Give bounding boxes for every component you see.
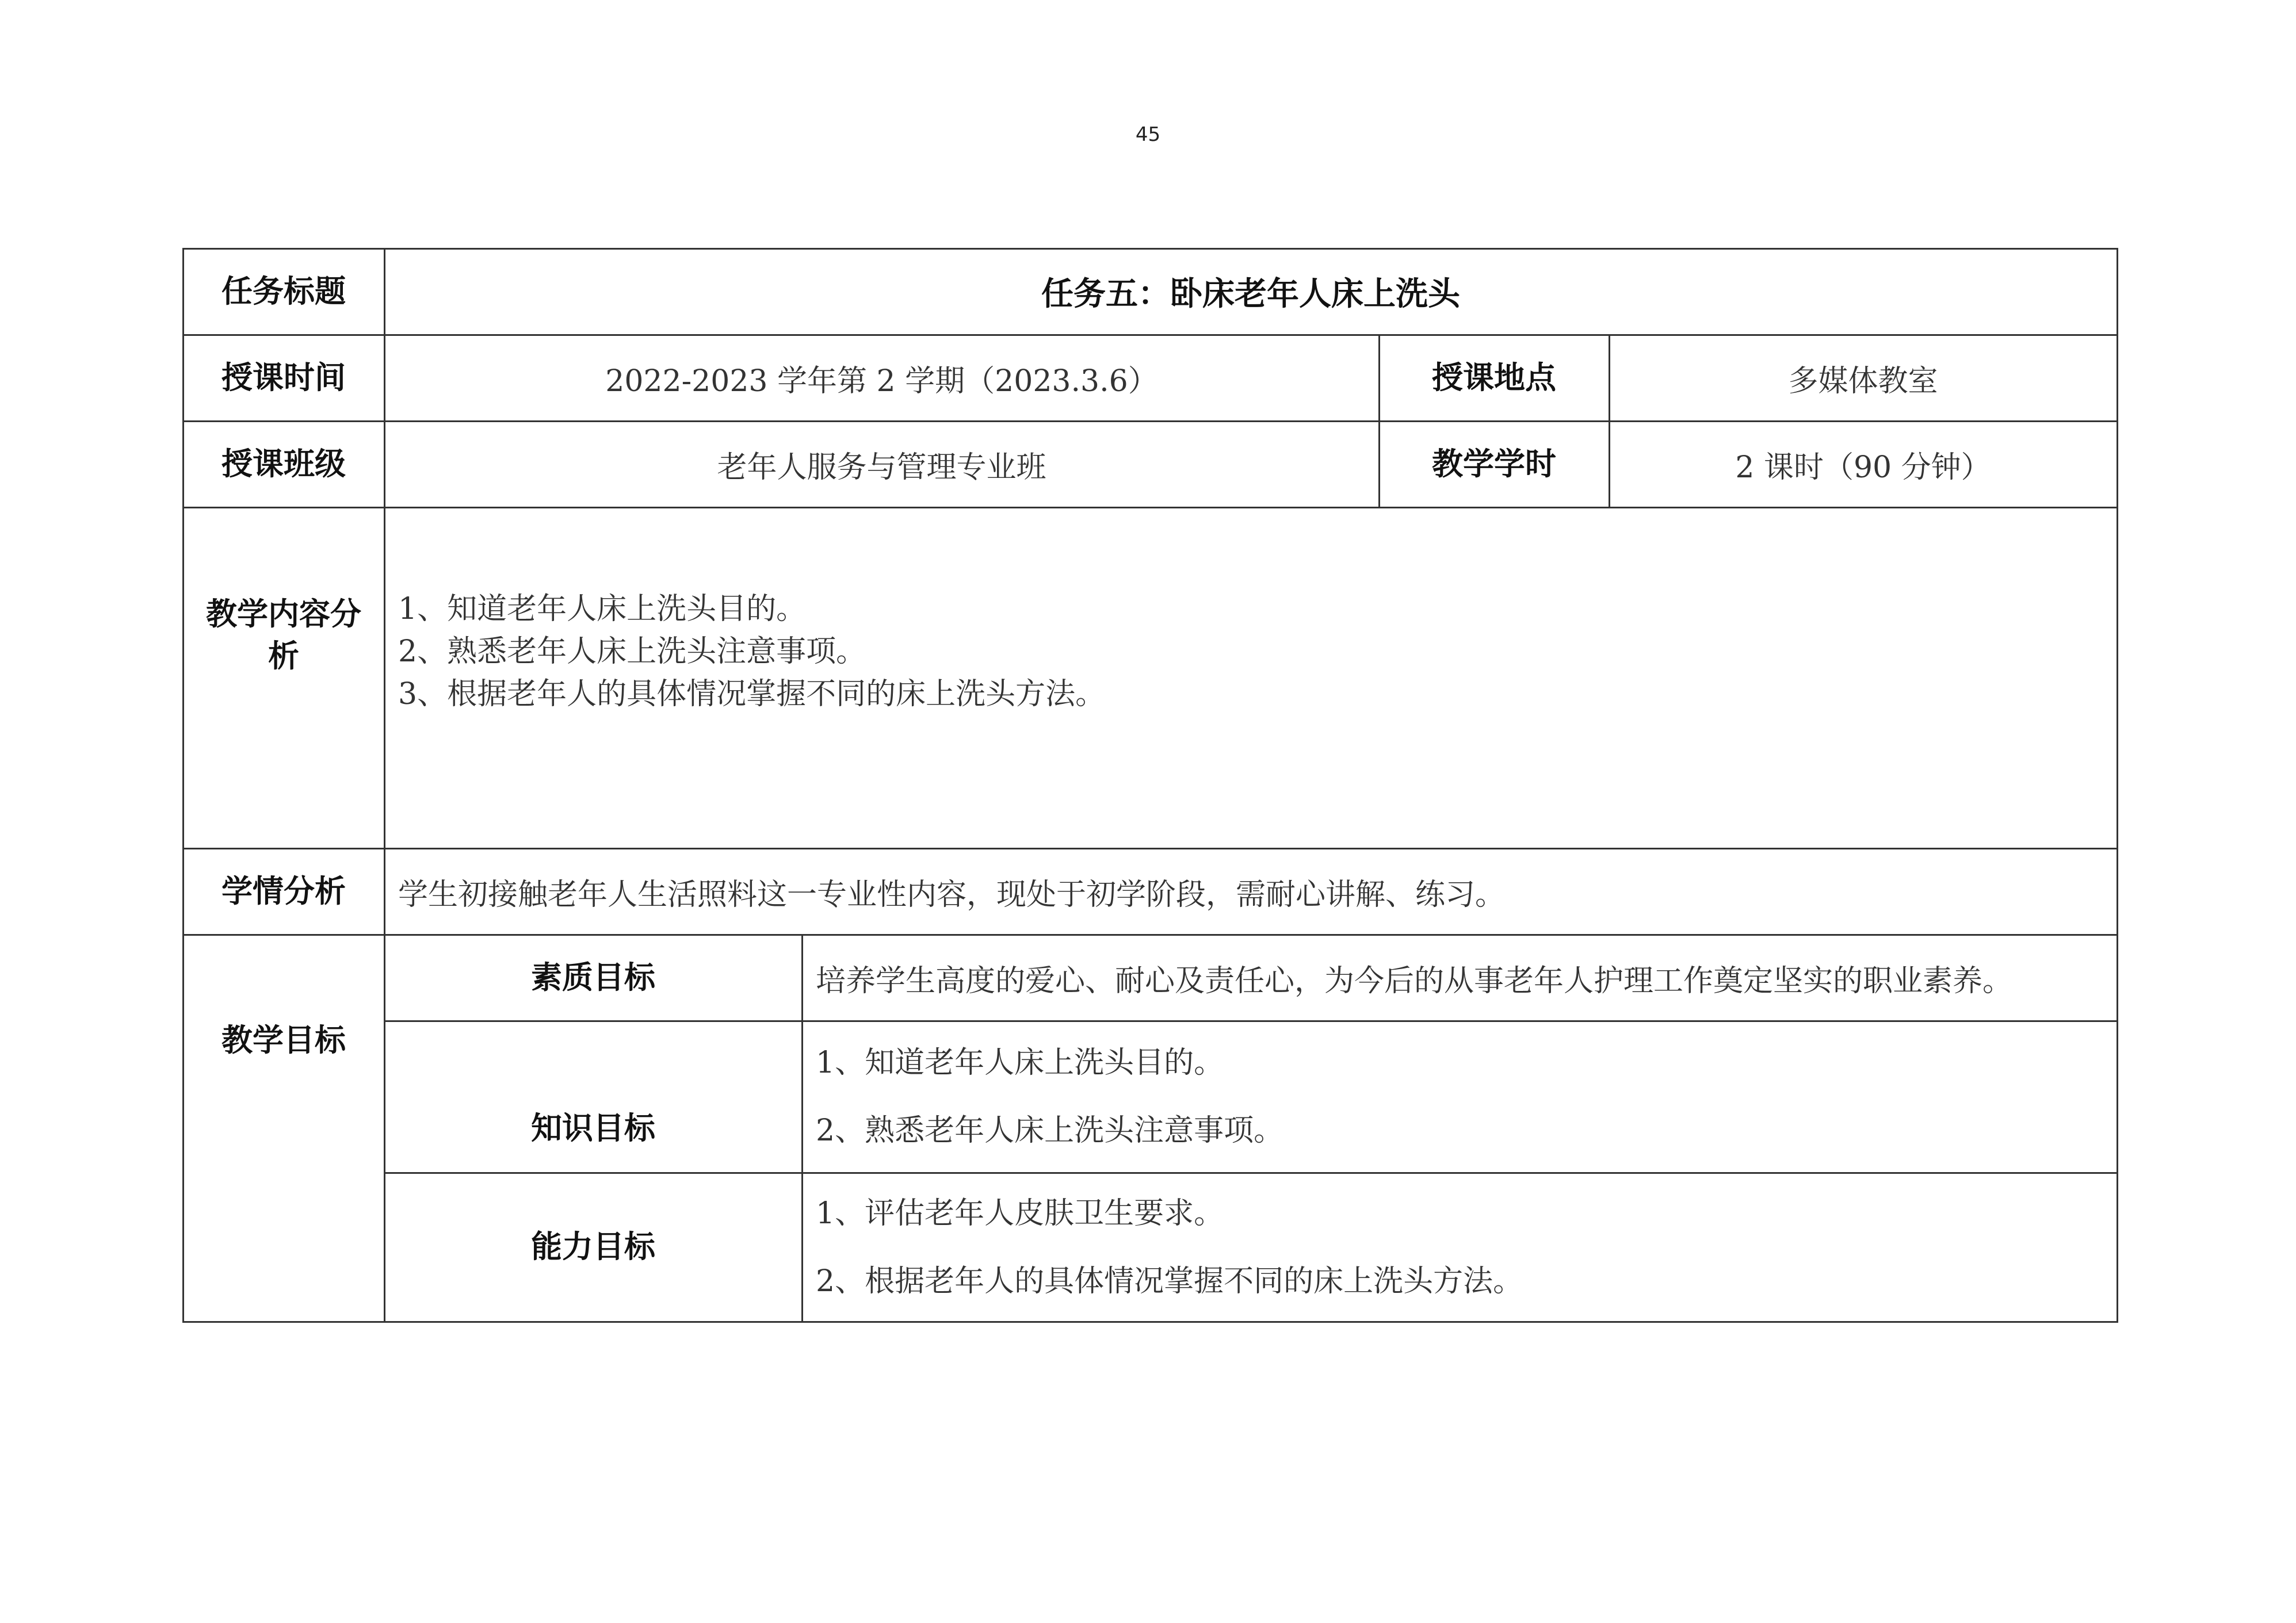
quality-goal-value: 培养学生高度的爱心、耐心及责任心，为今后的从事老年人护理工作奠定坚实的职业素养。 bbox=[816, 963, 2013, 998]
ability-goal-label: 能力目标 bbox=[531, 1228, 655, 1265]
time-label: 授课时间 bbox=[221, 359, 346, 396]
knowledge-goal-label: 知识目标 bbox=[531, 1110, 655, 1147]
goals-label: 教学目标 bbox=[221, 1022, 346, 1058]
task-title-label: 任务标题 bbox=[221, 273, 346, 309]
time-value: 2022-2023 学年第 2 学期（2023.3.6） bbox=[605, 363, 1158, 399]
knowledge-item: 1、知道老年人床上洗头目的。 bbox=[816, 1046, 1224, 1080]
content-analysis-label bbox=[183, 507, 384, 848]
content-analysis-label-line1: 教学内容分 bbox=[206, 596, 361, 632]
table-border bbox=[183, 420, 2118, 422]
table-border bbox=[1378, 334, 1380, 508]
table-border bbox=[183, 507, 2118, 508]
table-border bbox=[1609, 334, 1610, 508]
table-border bbox=[183, 1321, 2118, 1323]
table-border bbox=[183, 934, 2118, 936]
class-value: 老年人服务与管理专业班 bbox=[717, 450, 1046, 485]
content-analysis-label-line2: 析 bbox=[268, 637, 299, 674]
ability-goal-items bbox=[802, 1173, 2117, 1322]
place-label: 授课地点 bbox=[1432, 359, 1556, 396]
situation-value: 学生初接触老年人生活照料这一专业性内容，现处于初学阶段，需耐心讲解、练习。 bbox=[398, 877, 1506, 912]
table-border bbox=[183, 248, 2118, 250]
content-item: 1、知道老年人床上洗头目的。 bbox=[398, 592, 807, 626]
table-border bbox=[183, 334, 2118, 336]
table-border bbox=[384, 1172, 2118, 1174]
situation-label: 学情分析 bbox=[221, 872, 346, 909]
place-value: 多媒体教室 bbox=[1788, 363, 1938, 399]
class-label: 授课班级 bbox=[221, 445, 346, 482]
table-border bbox=[384, 1020, 2118, 1022]
table-border bbox=[384, 248, 385, 1323]
table-border bbox=[183, 848, 2118, 849]
hours-value: 2 课时（90 分钟） bbox=[1735, 450, 1991, 485]
table-border bbox=[801, 934, 803, 1323]
page-number: 45 bbox=[1135, 123, 1161, 146]
table-border bbox=[2117, 248, 2118, 1323]
task-title: 任务五：卧床老年人床上洗头 bbox=[1041, 275, 1460, 313]
table-border bbox=[182, 248, 184, 1323]
content-item: 3、根据老年人的具体情况掌握不同的床上洗头方法。 bbox=[398, 677, 1106, 711]
knowledge-goal-items bbox=[802, 1021, 2117, 1173]
content-item: 2、熟悉老年人床上洗头注意事项。 bbox=[398, 634, 866, 669]
content-analysis-items bbox=[384, 507, 2117, 848]
knowledge-item: 2、熟悉老年人床上洗头注意事项。 bbox=[816, 1113, 1284, 1148]
ability-item: 2、根据老年人的具体情况掌握不同的床上洗头方法。 bbox=[816, 1264, 1523, 1299]
ability-item: 1、评估老年人皮肤卫生要求。 bbox=[816, 1196, 1224, 1231]
hours-label: 教学学时 bbox=[1432, 445, 1556, 482]
quality-goal-label: 素质目标 bbox=[531, 959, 655, 996]
